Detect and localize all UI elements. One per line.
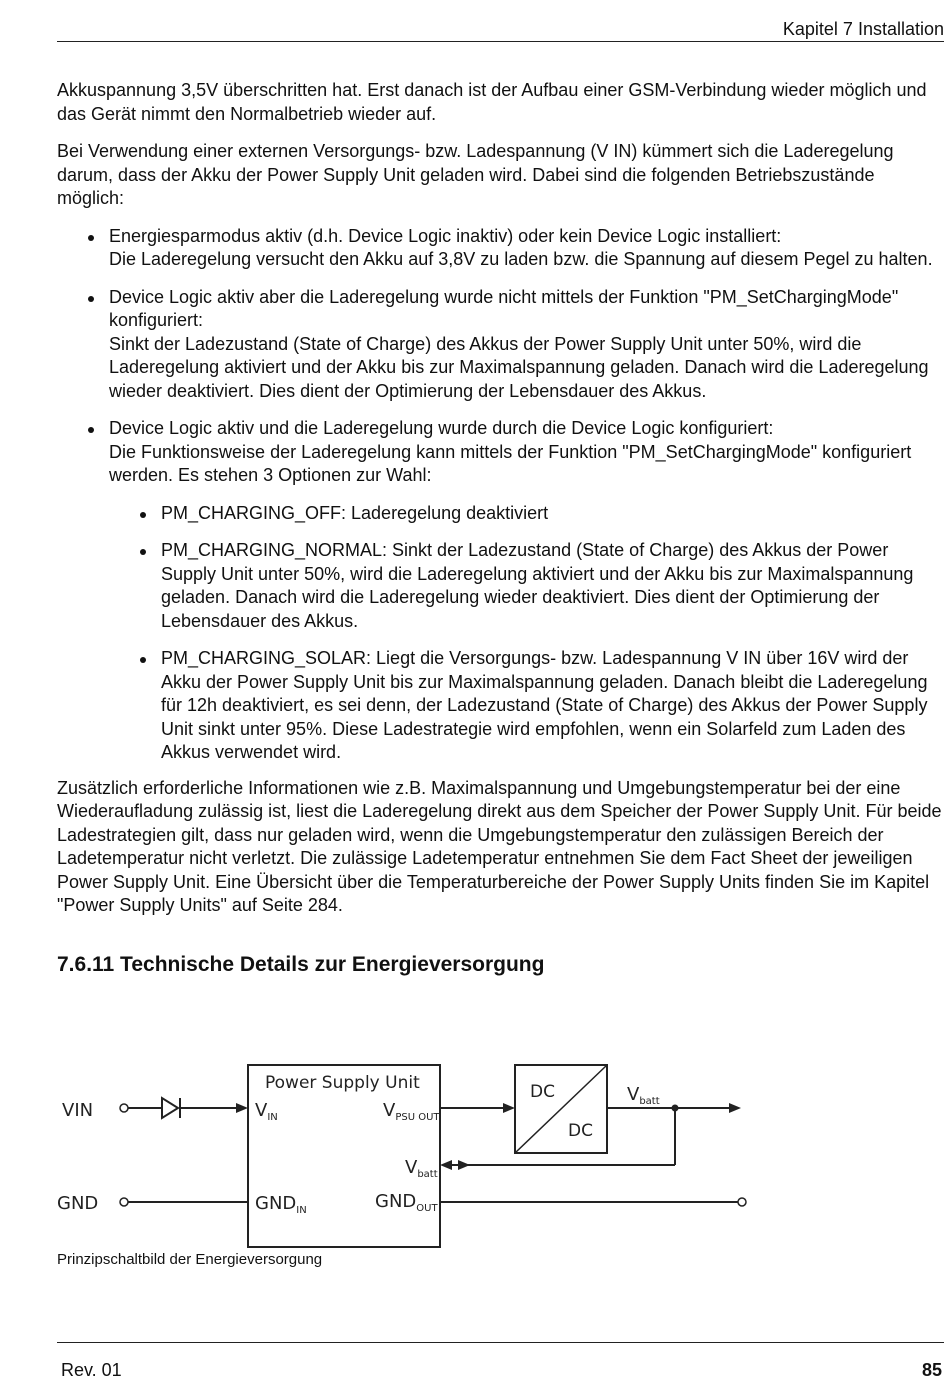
bullet-icon [88, 296, 94, 302]
operating-modes-list [57, 225, 944, 765]
list-item-detail: Die Funktionsweise der Laderegelung kann mittels der Funktion "PM_SetChargingMode" konfiguriert werden. Es stehen 3 Optionen zur Wahl: [109, 441, 912, 485]
paragraph: Bei Verwendung einer externen Versorgungs- bzw. Ladespannung (V IN) kümmert sich die Laderegelung darum, dass der Akku der Power Supply Unit geladen wird. Dabei sind die folgenden Betriebszustände möglich: [57, 141, 894, 208]
gnd-in-pin-label: $GND_{IN}$ [255, 1193, 307, 1216]
bullet-icon [140, 657, 146, 663]
arrow-icon [236, 1103, 248, 1113]
bullet-icon [88, 235, 94, 241]
revision-label: Rev. 01 [61, 1360, 122, 1380]
bullet-icon [140, 549, 146, 555]
option-item [109, 647, 944, 765]
psu-title: Power Supply Unit [265, 1073, 420, 1093]
paragraph: Akkuspannung 3,5V überschritten hat. Erst danach ist der Aufbau einer GSM-Verbindung wieder möglich und das Gerät nimmt den Normalbetrieb wieder auf. [57, 80, 927, 124]
list-item-text: Device Logic aktiv und die Laderegelung wurde durch die Device Logic konfiguriert: [109, 418, 774, 438]
list-item [57, 225, 944, 272]
vbatt-output-label: $V_{batt}$ [627, 1084, 660, 1107]
option-item [109, 502, 944, 526]
list-item-detail: Die Laderegelung versucht den Akku auf 3,8V zu laden bzw. die Spannung auf diesem Pegel zu halten. [109, 249, 933, 269]
vin-label: VIN [62, 1100, 94, 1121]
arrow-icon [503, 1103, 515, 1113]
charging-options-list [109, 502, 944, 765]
figure-caption: Prinzipschaltbild der Energieversorgung [57, 1251, 323, 1268]
section-heading: 7.6.11 Technische Details zur Energieversorgung [57, 952, 545, 976]
footer-rule [57, 1342, 944, 1343]
arrow-icon [440, 1160, 452, 1170]
vpsu-out-pin-label: $V_{PSU OUT}$ [383, 1100, 440, 1123]
bullet-icon [140, 512, 146, 518]
dc-top-label: DC [530, 1082, 555, 1102]
gnd-out-pin-label: $GND_{OUT}$ [375, 1191, 438, 1214]
vin-pin-label: $V_{IN}$ [255, 1100, 278, 1123]
power-supply-schematic [50, 1060, 780, 1260]
option-text: PM_CHARGING_SOLAR: Liegt die Versorgungs- bzw. Ladespannung V IN über 16V wird der Akku der Power Supply Unit bis zur Maximalspannung geladen. Danach bleibt die Laderegelung für 12h deaktiviert, es sei denn, der Ladezustand (State of Charge) des Akkus der Power Supply Unit sinkt unter 95%. Diese Ladestrategie wird empfohlen, wenn ein Solarfeld zum Laden des Akkus verwendet wird. [161, 648, 928, 762]
list-item [57, 417, 944, 765]
vbatt-pin-label: $V_{batt}$ [405, 1157, 438, 1180]
gnd-terminal-icon [120, 1198, 128, 1206]
chapter-header: Kapitel 7 Installation [782, 19, 944, 39]
gnd-label: GND [57, 1193, 99, 1214]
vin-terminal-icon [120, 1104, 128, 1112]
diode-icon [162, 1098, 178, 1118]
option-text: PM_CHARGING_OFF: Laderegelung deaktiviert [161, 502, 549, 523]
page-content [57, 79, 944, 978]
bullet-icon [88, 427, 94, 433]
paragraph: Zusätzlich erforderliche Informationen wie z.B. Maximalspannung und Umgebungstemperatur bei der eine Wiederaufladung zulässig ist, liest die Laderegelung direkt aus dem Speicher der Power Supply Unit. Für beide Ladestrategien gilt, dass nur geladen wird, wenn die Umgebungstemperatur den zulässigen Bereich der Ladetemperatur nicht verletzt. Die zulässige Ladetemperatur entnehmen Sie dem Fact Sheet der jeweiligen Power Supply Unit. Eine Übersicht über die Temperaturbereiche der Power Supply Units finden Sie im Kapitel "Power Supply Units" auf Seite 284. [57, 777, 942, 915]
arrow-icon [729, 1103, 741, 1113]
arrow-icon [458, 1160, 470, 1170]
header-rule [57, 41, 944, 42]
list-item [57, 286, 944, 404]
option-item [109, 539, 944, 633]
list-item-detail: Sinkt der Ladezustand (State of Charge) des Akkus der Power Supply Unit unter 50%, wird die Laderegelung aktiviert und der Akku bis zur Maximalspannung geladen. Danach wird die Laderegelung wieder deaktiviert. Dies dient der Optimierung der Lebensdauer des Akkus. [109, 333, 929, 401]
gnd-out-terminal-icon [738, 1198, 746, 1206]
list-item-text: Device Logic aktiv aber die Laderegelung wurde nicht mittels der Funktion "PM_SetChargingMode" konfiguriert: [109, 286, 899, 330]
dc-bottom-label: DC [568, 1121, 593, 1141]
list-item-text: Energiesparmodus aktiv (d.h. Device Logic inaktiv) oder kein Device Logic installiert: [109, 225, 782, 246]
page-number: 85 [921, 1360, 942, 1380]
option-text: PM_CHARGING_NORMAL: Sinkt der Ladezustand (State of Charge) des Akkus der Power Supply Unit unter 50%, wird die Laderegelung aktiviert und der Akku bis zur Maximalspannung geladen. Danach wird die Laderegelung wieder deaktiviert. Dies dient der Optimierung der Lebensdauer des Akkus. [161, 540, 914, 631]
